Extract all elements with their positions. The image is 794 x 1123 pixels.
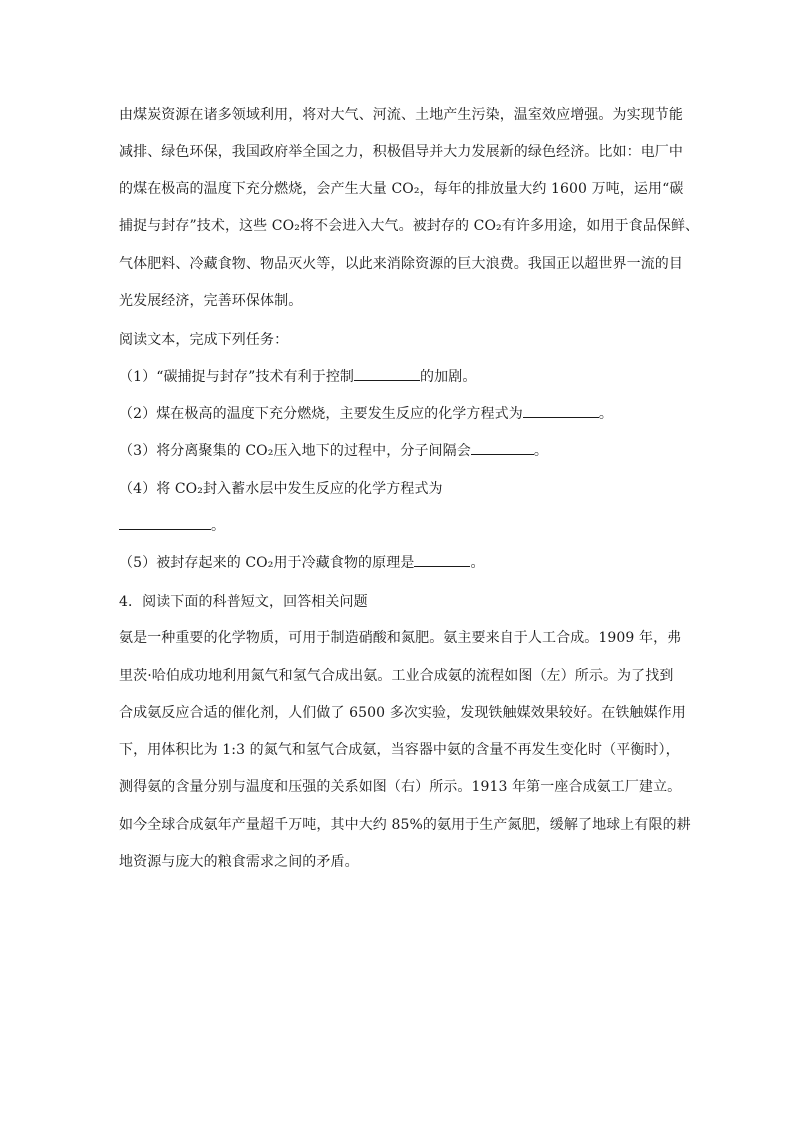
question-5-text: （5）被封存起来的 CO₂用于冷藏食物的原理是 [119, 555, 415, 571]
section4-line-5: 测得氨的含量分别与温度和压强的关系如图（右）所示。1913 年第一座合成氨工厂建立。 [119, 779, 682, 795]
question-4: （4）将 CO₂封入蓄水层中发生反应的化学方程式为 [119, 481, 443, 497]
question-2-tail: 。 [598, 406, 613, 422]
section4-line-2: 里茨·哈伯成功地利用氮气和氢气合成出氨。工业合成氨的流程如图（左）所示。为了找到 [119, 668, 674, 684]
question-5-tail: 。 [470, 555, 485, 571]
passage1-line-2: 减排、绿色环保，我国政府举全国之力，积极倡导并大力发展新的绿色经济。比如：电厂中 [119, 144, 683, 160]
passage1-line-1: 由煤炭资源在诸多领域利用，将对大气、河流、土地产生污染，温室效应增强。为实现节能 [119, 107, 683, 123]
question-4-answer-line [119, 516, 225, 536]
question-2 [119, 404, 613, 424]
section4-line-3: 合成氨反应合适的催化剂，人们做了 6500 多次实验，发现铁触媒效果较好。在铁触媒作用 [119, 705, 686, 721]
section4-line-1: 氨是一种重要的化学物质，可用于制造硝酸和氮肥。氨主要来自于人工合成。1909 年，弗 [119, 630, 682, 646]
section-4-heading: 4．阅读下面的科普短文，回答相关问题 [119, 594, 368, 610]
question-1-tail: 的加剧。 [420, 369, 477, 385]
question-3-text: （3）将分离聚集的 CO₂压入地下的过程中，分子间隔会 [119, 443, 471, 459]
passage1-line-4: 捕捉与封存”技术，这些 CO₂将不会进入大气。被封存的 CO₂有许多用途，如用于食品保鲜、 [119, 218, 700, 234]
question-3-answer-blank[interactable] [471, 441, 534, 455]
question-4-answer-blank[interactable] [119, 516, 211, 530]
section4-line-7: 地资源与庞大的粮食需求之间的矛盾。 [119, 854, 359, 870]
question-5 [119, 553, 485, 573]
passage1-line-6: 光发展经济，完善环保体制。 [119, 293, 303, 309]
task-instruction: 阅读文本，完成下列任务： [119, 332, 289, 348]
question-2-answer-blank[interactable] [523, 404, 599, 418]
question-1-answer-blank[interactable] [354, 367, 420, 381]
question-2-text: （2）煤在极高的温度下充分燃烧，主要发生反应的化学方程式为 [119, 406, 523, 422]
question-1 [119, 367, 476, 387]
section4-line-4: 下，用体积比为 1:3 的氮气和氢气合成氨，当容器中氨的含量不再发生变化时（平衡时）， [119, 742, 680, 758]
question-3 [119, 441, 548, 461]
section4-line-6: 如今全球合成氨年产量超千万吨，其中大约 85%的氨用于生产氮肥，缓解了地球上有限的耕 [119, 817, 691, 833]
question-5-answer-blank[interactable] [414, 553, 470, 567]
question-1-text: （1）“碳捕捉与封存”技术有利于控制 [119, 369, 355, 385]
passage1-line-3: 的煤在极高的温度下充分燃烧，会产生大量 CO₂，每年的排放量大约 1600 万吨，运用“碳 [119, 181, 684, 197]
question-3-tail: 。 [533, 443, 548, 459]
question-4-tail: 。 [211, 518, 226, 534]
passage1-line-5: 气体肥料、冷藏食物、物品灭火等，以此来消除资源的巨大浪费。我国正以超世界一流的目 [119, 256, 683, 272]
